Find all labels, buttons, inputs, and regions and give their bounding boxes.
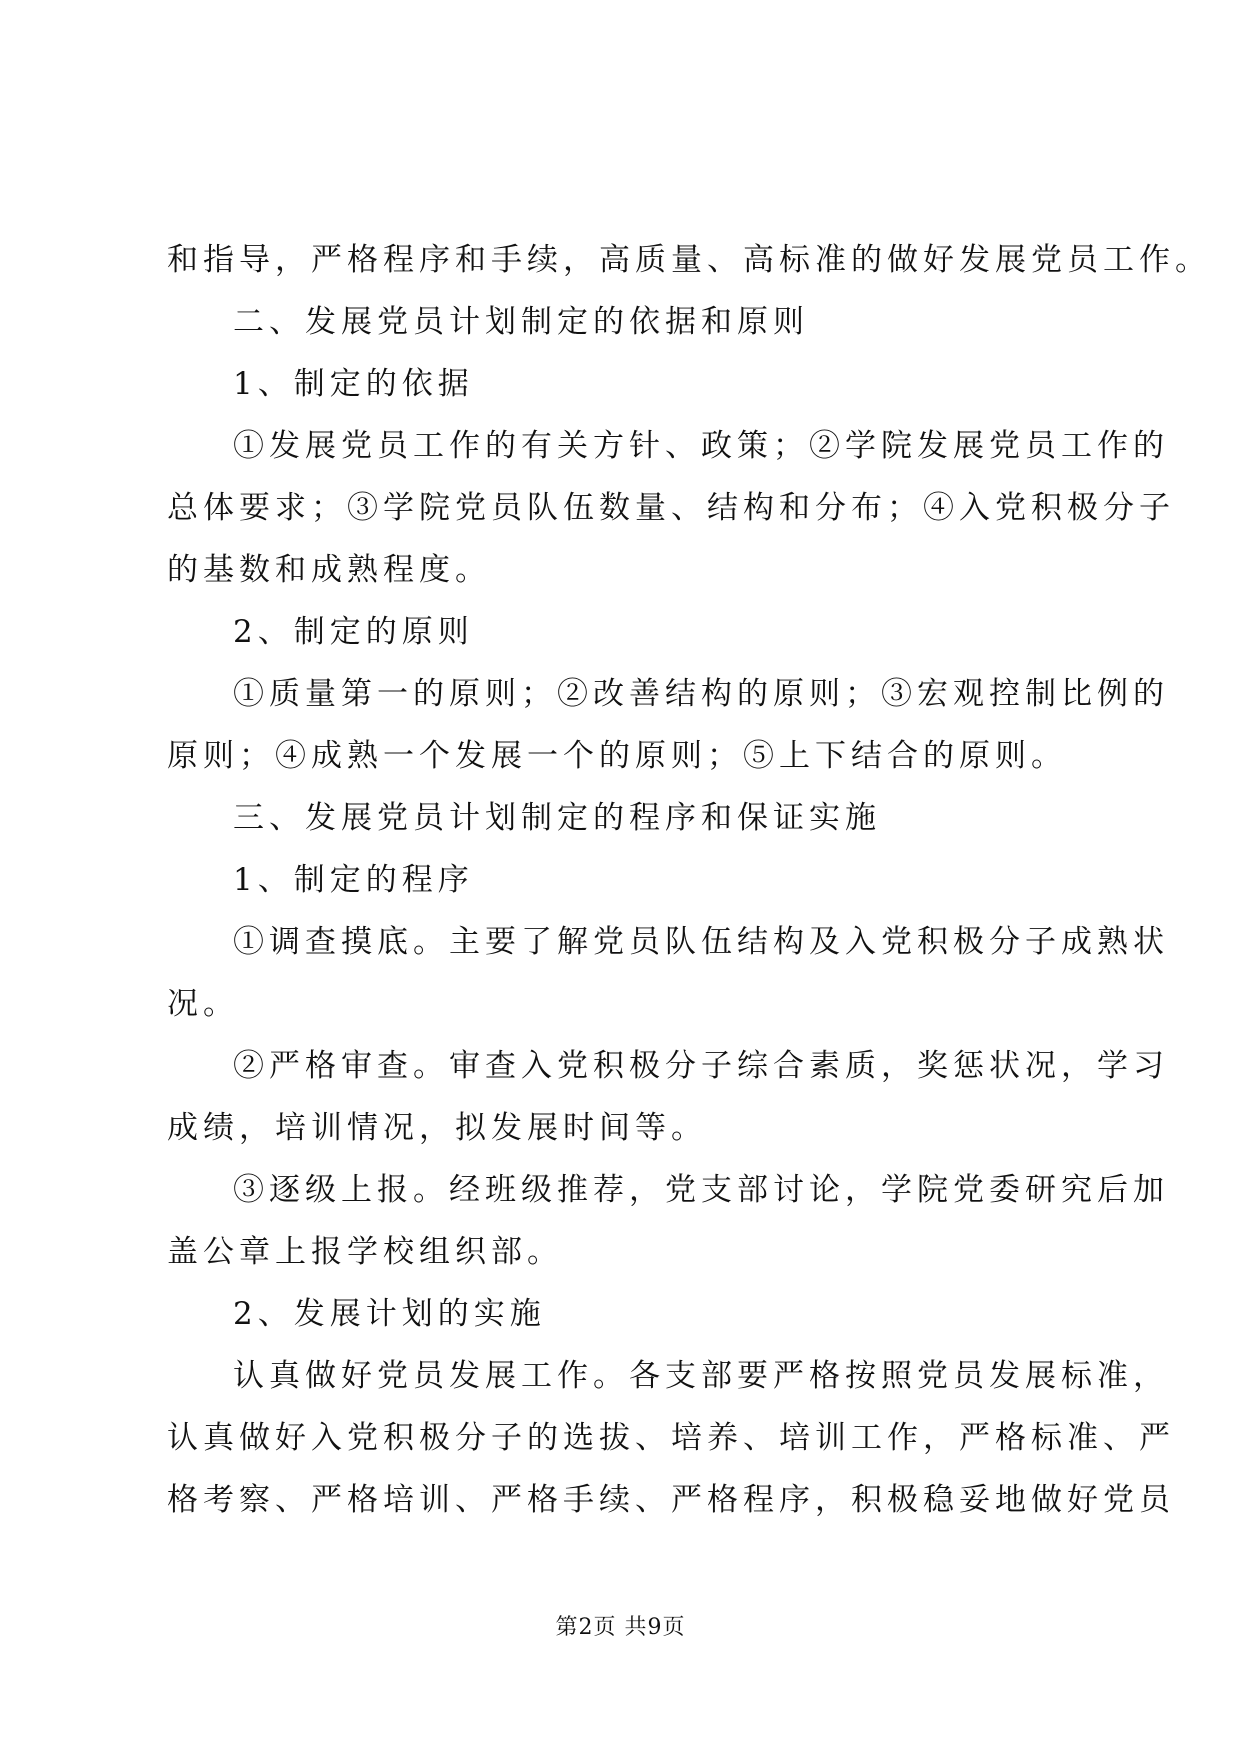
text-line: ①调查摸底。主要了解党员队伍结构及入党积极分子成熟状	[233, 924, 1169, 960]
subsection-heading: 2、制定的原则	[233, 614, 474, 650]
subsection-heading: 1、制定的程序	[233, 862, 474, 898]
page-number-footer: 第2页 共9页	[555, 1615, 686, 1640]
text-line: 认真做好党员发展工作。各支部要严格按照党员发展标准，	[233, 1358, 1169, 1394]
text-line: 原则；④成熟一个发展一个的原则；⑤上下结合的原则。	[167, 738, 1067, 774]
text-line: 格考察、严格培训、严格手续、严格程序，积极稳妥地做好党员	[167, 1482, 1175, 1518]
text-line: ①质量第一的原则；②改善结构的原则；③宏观控制比例的	[233, 676, 1169, 712]
text-line: ②严格审查。审查入党积极分子综合素质，奖惩状况，学习	[233, 1048, 1169, 1084]
subsection-heading: 1、制定的依据	[233, 366, 474, 402]
section-heading: 二、发展党员计划制定的依据和原则	[233, 304, 809, 340]
text-line: 认真做好入党积极分子的选拔、培养、培训工作，严格标准、严	[167, 1420, 1175, 1456]
text-line: 总体要求；③学院党员队伍数量、结构和分布；④入党积极分子	[167, 490, 1175, 526]
text-line: 盖公章上报学校组织部。	[167, 1234, 563, 1270]
text-line: 况。	[167, 986, 239, 1022]
document-body	[167, 229, 1211, 1531]
section-heading: 三、发展党员计划制定的程序和保证实施	[233, 800, 881, 836]
text-line: 成绩，培训情况，拟发展时间等。	[167, 1110, 707, 1146]
text-line: ③逐级上报。经班级推荐，党支部讨论，学院党委研究后加	[233, 1172, 1169, 1208]
text-line: ①发展党员工作的有关方针、政策；②学院发展党员工作的	[233, 428, 1169, 464]
subsection-heading: 2、发展计划的实施	[233, 1296, 546, 1332]
text-line: 和指导，严格程序和手续，高质量、高标准的做好发展党员工作。	[167, 242, 1211, 278]
text-line: 的基数和成熟程度。	[167, 552, 491, 588]
